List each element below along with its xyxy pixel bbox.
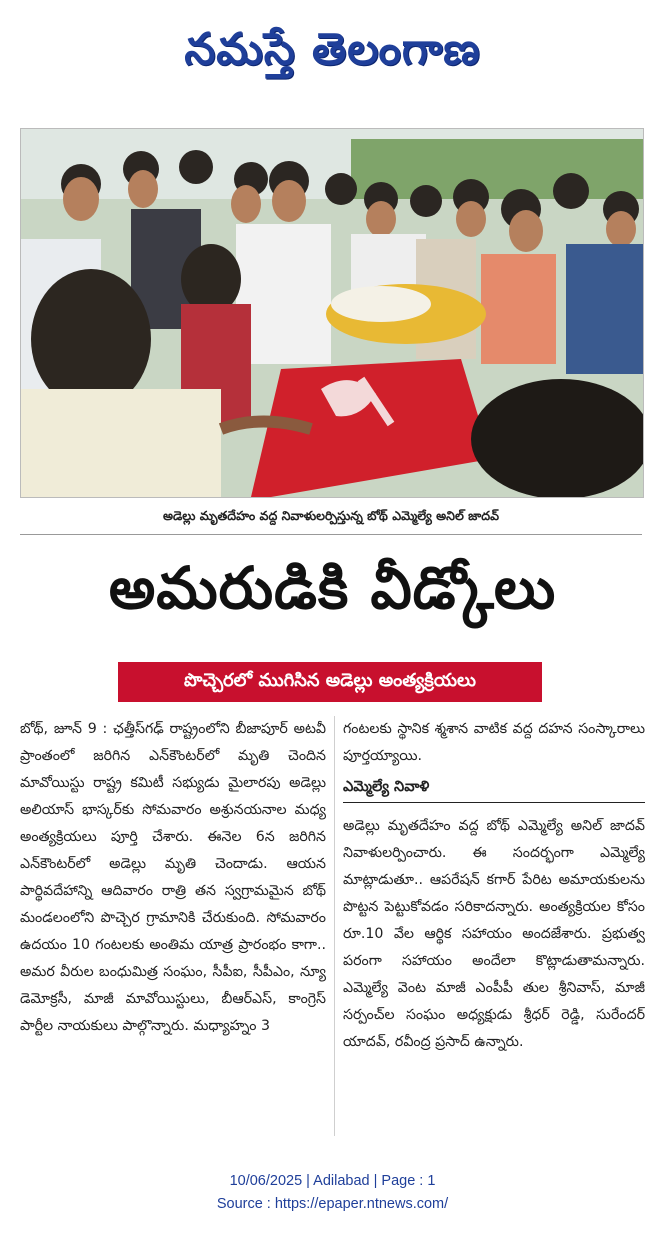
headline: అమరుడికి వీడ్కోలు xyxy=(108,553,557,622)
masthead xyxy=(0,0,665,110)
newspaper-logo-title: నమస్తే తెలంగాణ xyxy=(184,24,481,75)
article-column-left xyxy=(20,716,326,1040)
column-divider xyxy=(334,716,335,1136)
news-photo xyxy=(20,128,644,498)
page-footer xyxy=(0,1170,665,1216)
edition-info: 10/06/2025 | Adilabad | Page : 1 xyxy=(229,1173,436,1189)
section-subheading: ఎమ్మెల్యే నివాళి xyxy=(343,776,645,803)
subheadline-banner: పొచ్చెరలో ముగిసిన అడెల్లు అంత్యక్రియలు xyxy=(118,662,542,702)
photo-caption: అడెల్లు మృతదేహం వద్ద నివాళులర్పిస్తున్న బోథ్ ఎమ్మెల్యే అనిల్ జాదవ్ xyxy=(20,500,642,535)
article-paragraph: అడెల్లు మృతదేహం వద్ద బోథ్ ఎమ్మెల్యే అనిల్ జాదవ్ నివాళులర్పించారు. ఈ సందర్భంగా ఎమ్మెల్యే మాట్లాడుతూ.. ఆపరేషన్ కగార్ పేరిట అమాయకులను పొట్టన పెట్టుకోవడం సరికాదన్నారు. అంత్యక్రియల కోసం రూ.10 వేల ఆర్థిక సహాయం అందజేశారు. ప్రభుత్వ పరంగా సహాయం అందేలా కొట్లాడుతామన్నారు. ఎమ్మెల్యే వెంట మాజీ ఎంపీపీ తుల శ్రీనివాస్, మాజీ సర్పంచ్‌ల సంఘం అధ్యక్షుడు శ్రీధర్ రెడ్డి, సురేందర్ యాదవ్, రవీంద్ర ప్రసాద్ ఉన్నారు. xyxy=(343,818,645,1050)
article-column-right xyxy=(343,716,645,1056)
source-link[interactable]: Source : https://epaper.ntnews.com/ xyxy=(216,1196,449,1212)
article-paragraph: బోథ్, జూన్ 9 : ఛత్తీస్‌గఢ్ రాష్ట్రంలోని బీజాపూర్ అటవీ ప్రాంతంలో జరిగిన ఎన్‌కౌంటర్‌లో మృతి చెందిన మావోయిస్టు రాష్ట్ర కమిటీ సభ్యుడు మైలారపు అడెల్లు అలియాస్ భాస్కర్‌కు సోమవారం అశ్రునయనాల మధ్య అంత్యక్రియలు పూర్తి చేశారు. ఈనెల 6న జరిగిన ఎన్‌కౌంటర్‌లో అడెల్లు మృతి చెందాడు. ఆయన పార్థివదేహాన్ని ఆదివారం రాత్రి తన స్వగ్రామమైన బోథ్ మండలంలోని పొచ్చెర గ్రామానికి చేరుకుంది. సోమవారం ఉదయం 10 గంటలకు అంతిమ యాత్ర ప్రారంభం కాగా.. అమర వీరుల బంధుమిత్ర సంఘం, సీపీఐ, సీపీఎం, న్యూ డెమోక్రసీ, మాజీ మావోయిస్టులు, బీఆర్ఎస్, కాంగ్రెస్ పార్టీల నాయకులు పాల్గొన్నారు. మధ్యాహ్నం 3 xyxy=(20,721,326,1034)
article-paragraph: గంటలకు స్థానిక శ్మశాన వాటిక వద్ద దహన సంస్కారాలు పూర్తయ్యాయి. xyxy=(343,721,645,764)
